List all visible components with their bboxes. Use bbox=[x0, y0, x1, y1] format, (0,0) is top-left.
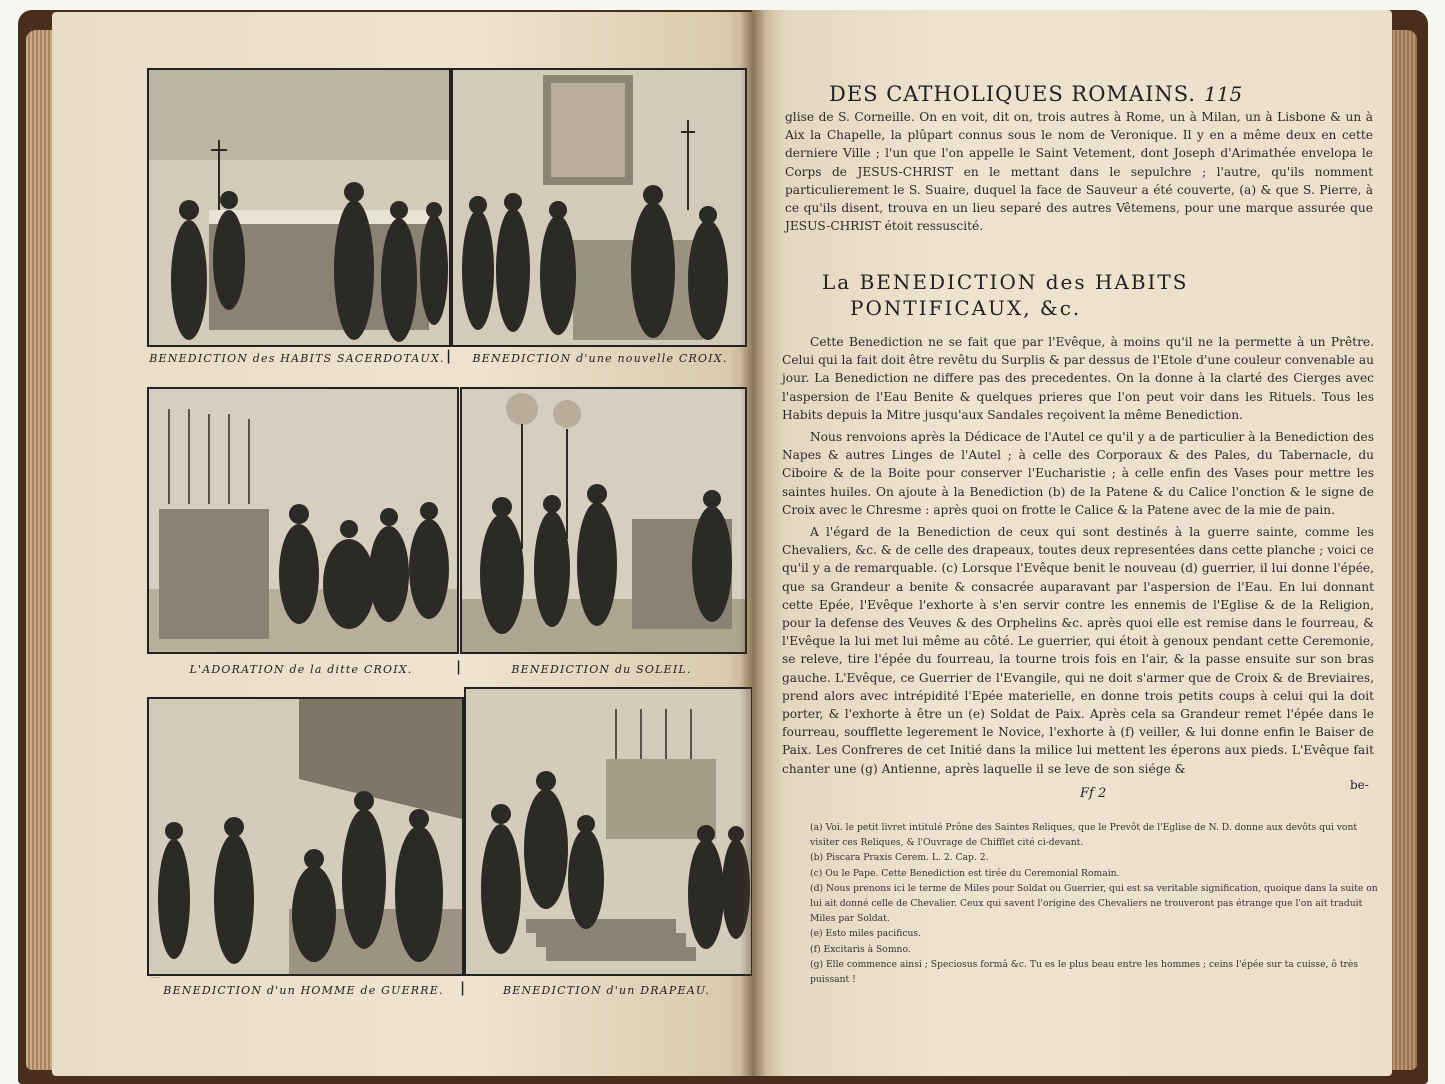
footnote: (e) Esto miles pacificus. bbox=[810, 928, 922, 940]
engraving-illustration bbox=[149, 389, 457, 652]
body-paragraph-3: A l'égard de la Benediction de ceux qui sont destinés à la guerre sainte, comme les Chevaliers, &c. & de celle des drapeaux, toutes deux representées dans cette planche ; voici ce qu'il y a de remarquable. (c) Lorsque l'Evêque benit le nouveau (d) guerrier, il lui donne l'épée, que sa Grandeur a benite & consacrée auparavant par l'aspersion de l'Eau. En lui donnant cette Epée, l'Evêque l'exhorte à s'en servir contre les ennemis de l'Eglise & de la Religion, pour la defense des Veuves & des Orphelins &c. après quoi elle est remise dans le fourreau, & l'Evêque la lui met lui même au côté. Le guerrier, qui étoit à genoux pendant cette Ceremonie, se releve, tire l'épée du fourreau, la tourne trois fois en l'air, & la passe ensuite sur son bras gauche. L'Evêque, ce Guerrier de l'Evangile, qui ne doit s'armer que de Croix & de Breviaires, prend alors avec intrépidité l'Epée materielle, en donne trois petits coups à celui qui la doit porter, & l'exhorte à être un (e) Soldat de Paix. Après cela sa Grandeur remet l'épée dans le fourreau, soufflette legerement le Novice, l'exhorte à (f) veiller, & lui donne enfin le Baiser de Paix. Les Confreres de cet Initié dans la milice lui mettent les éperons aux pieds. L'Evêque fait chanter une (g) Antienne, après laquelle il se leve de son siége & bbox=[782, 525, 1374, 776]
footnote: (g) Elle commence ainsi ; Speciosus formâ &c. Tu es le plus beau entre les hommes ; ceins l'épée sur ta cuisse, ô très puissant ! bbox=[810, 958, 1359, 986]
engraving-plate-5 bbox=[147, 697, 464, 976]
plate-caption-2: BENEDICTION d'une nouvelle CROIX. bbox=[472, 352, 728, 365]
caption-separator: | bbox=[446, 348, 452, 364]
engraving-plate-4 bbox=[460, 387, 747, 654]
engraver-signature: ····· bbox=[150, 975, 160, 982]
footnote: (c) Ou le Pape. Cette Benediction est tirée du Ceremonial Romain. bbox=[810, 867, 1120, 879]
footnote: (f) Excitaris à Somno. bbox=[810, 943, 911, 955]
engraving-illustration bbox=[462, 389, 745, 652]
plate-caption-3: L'ADORATION de la ditte CROIX. bbox=[189, 663, 413, 676]
engraving-plate-6 bbox=[464, 687, 753, 976]
plate-caption-1: BENEDICTION des HABITS SACERDOTAUX. bbox=[149, 352, 445, 365]
caption-separator: | bbox=[456, 659, 462, 675]
section-heading-line-1: La BENEDICTION des HABITS bbox=[822, 270, 1189, 294]
engraving-plate-3 bbox=[147, 387, 459, 654]
page-number: 115 bbox=[1204, 82, 1243, 106]
plate-caption-4: BENEDICTION du SOLEIL. bbox=[511, 663, 692, 676]
engraving-plate-2 bbox=[451, 68, 747, 347]
footnote: (b) Piscara Praxis Cerem. L. 2. Cap. 2. bbox=[810, 852, 989, 864]
engraving-illustration bbox=[453, 70, 745, 345]
caption-separator: | bbox=[460, 980, 466, 996]
engraving-illustration bbox=[149, 699, 462, 974]
catchword: be- bbox=[1350, 778, 1369, 792]
engraving-plate-1 bbox=[147, 68, 451, 347]
plate-caption-5: BENEDICTION d'un HOMME de GUERRE. bbox=[163, 984, 444, 997]
section-heading bbox=[822, 270, 1382, 320]
body-paragraph-1: Cette Benediction ne se fait que par l'Evêque, à moins qu'il ne la permette à un Prêtre. Celui qui la fait doit être revêtu du Surplis & par dessus de l'Etole d'une couleur convenable au jour. La Benediction ne differe pas des precedentes. On la donne à la clarté des Cierges avec l'aspersion de l'Eau Benite & quelques prieres que l'on peut voir dans les Rituels. Tous les Habits depuis la Mitre jusqu'aux Sandales reçoivent la même Benediction. bbox=[782, 335, 1374, 422]
engraving-illustration bbox=[466, 689, 751, 974]
engraving-illustration bbox=[149, 70, 449, 345]
signature-mark: Ff 2 bbox=[1080, 786, 1107, 801]
section-heading-line-2: PONTIFICAUX, &c. bbox=[850, 296, 1082, 320]
footnote: (d) Nous prenons ici le terme de Miles pour Soldat ou Guerrier, qui est sa veritable signification, quoique dans la suite on lui ait donné celle de Chevalier. Ceux qui savent l'origine des Chevaliers ne trouveront pas étrange que l'on ait traduit Miles par Soldat. bbox=[810, 882, 1378, 925]
intro-paragraph: glise de S. Corneille. On en voit, dit on, trois autres à Rome, un à Milan, un à Lisbone & un à Aix la Chapelle, la plûpart connus sous le nom de Veronique. Il y en a même deux en cette derniere Ville ; l'un que l'on appelle le Saint Vetement, dont Joseph d'Arimathée envelopa le Corps de JESUS-CHRIST en le mettant dans le sepulchre ; l'autre, qu'ils nomment particulierement le S. Suaire, duquel la face de Sauveur a été couverte, (a) & que S. Pierre, à ce qu'ils disent, trouva en un lieu separé des autres Vêtemens, pour une marque assurée que JESUS-CHRIST étoit ressuscité. bbox=[785, 110, 1373, 234]
plate-caption-6: BENEDICTION d'un DRAPEAU. bbox=[502, 984, 711, 997]
footnote: (a) Voi. le petit livret intitulé Prône des Saintes Reliques, que le Prevôt de l'Eglise de N. D. donne aux devôts qui vont visiter ces Reliques, & l'Ouvrage de Chifflet cité ci-devant. bbox=[810, 822, 1358, 849]
book-gutter bbox=[740, 10, 766, 1076]
running-head: DES CATHOLIQUES ROMAINS. bbox=[829, 82, 1197, 106]
footnotes bbox=[810, 820, 1380, 987]
body-paragraph-2: Nous renvoions après la Dédicace de l'Autel ce qu'il y a de particulier à la Benediction des Napes & autres Linges de l'Autel ; à celle des Corporaux & des Pales, du Tabernacle, du Ciboire & de la Boite pour conserver l'Eucharistie ; à celle enfin des Vases pour mettre les saintes huiles. On ajoute à la Benediction (b) de la Patene & du Calice l'onction & le signe de Croix avec le Chresme : après quoi on frotte le Calice & la Patene avec de la mie de pain. bbox=[782, 430, 1374, 517]
